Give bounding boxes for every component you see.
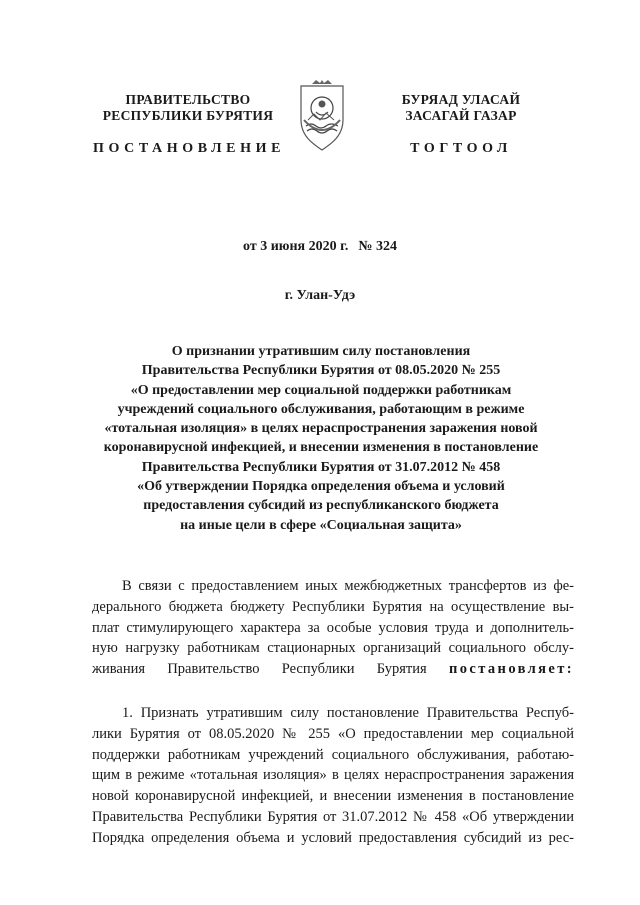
header-right-line2: ЗАСАГАЙ ГАЗАР [405, 108, 517, 123]
doc-type-right: ТОГТООЛ [410, 141, 512, 156]
item-1-paragraph [92, 703, 574, 849]
preamble-line: ную нагрузку работникам стационарных организаций социального обслу- [92, 640, 574, 657]
preamble-paragraph [92, 576, 574, 680]
item-1-line: поддержки работникам учреждений социального обслуживания, работаю- [92, 746, 574, 763]
title-line: «О предоставлении мер социальной поддержки работникам [130, 382, 512, 398]
preamble-line: живания Правительство Республики Бурятия [92, 661, 427, 678]
title-line: «Об утверждении Порядка определения объема и условий [137, 479, 505, 495]
title-line: Правительства Республики Бурятия от 08.05.2020 № 255 [141, 363, 501, 379]
header-left [96, 92, 280, 124]
document-body [92, 576, 574, 849]
preamble-line: В связи с предоставлением иных межбюджетных трансфертов из фе- [122, 578, 574, 594]
title-line: О признании утратившим силу постановления [171, 344, 471, 359]
document-title [100, 342, 542, 535]
title-line: Правительства Республики Бурятия от 31.07.2012 № 458 [141, 459, 501, 475]
title-line: предоставления субсидий из республиканского бюджета [143, 498, 499, 514]
preamble-line: дерального бюджета бюджету Республики Бурятия на осуществление вы- [92, 598, 574, 615]
preamble-emphasis: постановляет: [448, 661, 575, 678]
document-place: г. Улан-Удэ [284, 288, 356, 303]
title-line: коронавирусной инфекцией, и внесении изменения в постановление [103, 440, 539, 456]
coat-of-arms-icon [298, 80, 346, 152]
item-1-line: 1. Признать утратившим силу постановление Правительства Респуб- [122, 704, 574, 721]
title-line: учреждений социального обслуживания, работающим в режиме [117, 401, 525, 417]
document-number: № 324 [358, 239, 397, 254]
document-date: от 3 июня 2020 г. [243, 239, 349, 254]
header-right-line1: БУРЯАД УЛАСАЙ [401, 92, 521, 107]
header-right [378, 92, 544, 124]
preamble-line: плат стимулирующего характера за особые условия труда и дополнитель- [92, 619, 574, 636]
header-left-line2: РЕСПУБЛИКИ БУРЯТИЯ [102, 108, 274, 123]
preamble-last-line [92, 659, 574, 680]
doc-type-left: ПОСТАНОВЛЕНИЕ [92, 141, 286, 156]
item-1-line: Правительства Республики Бурятия от 31.07.2012 № 458 «Об утверждении [92, 808, 574, 825]
title-line: на иные цели в сфере «Социальная защита» [180, 517, 462, 533]
item-1-line: Порядка определения объема и условий предоставления субсидий из рес- [92, 829, 574, 846]
item-1-line: лики Бурятия от 08.05.2020 № 255 «О предоставлении мер социальной [92, 725, 574, 742]
item-1-line: щим в режиме «тотальная изоляция» в целях нераспространения заражения [92, 767, 574, 784]
item-1-line: новой коронавирусной инфекцией, и внесении изменения в постановление [92, 788, 574, 805]
title-line: «тотальная изоляция» в целях нераспространения заражения новой [104, 421, 538, 437]
date-line [0, 239, 640, 255]
header-left-line1: ПРАВИТЕЛЬСТВО [125, 92, 251, 107]
